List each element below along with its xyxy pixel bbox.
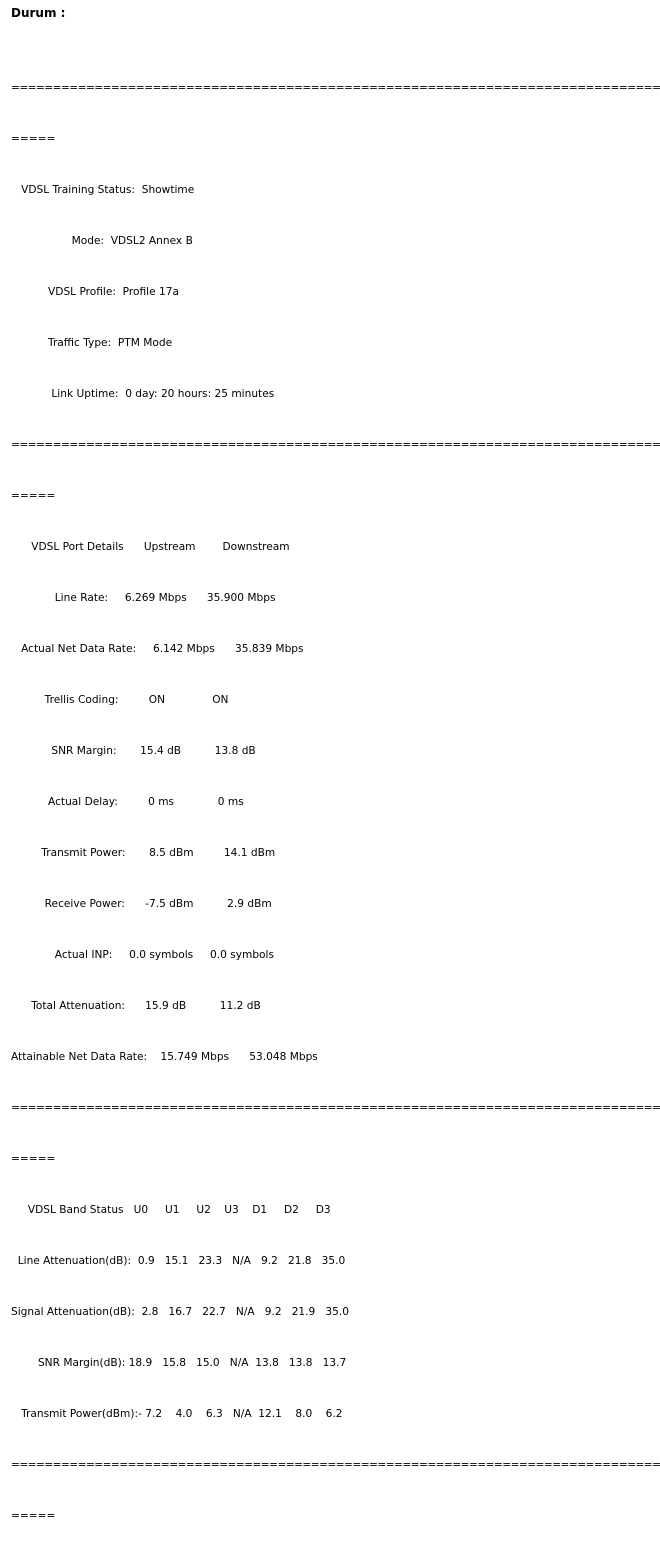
status-report	[11, 46, 660, 1542]
traffic-type-line: Traffic Type: PTM Mode	[11, 337, 173, 349]
band-status-header: VDSL Band Status U0 U1 U2 U3 D1 D2 D3	[11, 1204, 331, 1216]
total-attenuation-row: Total Attenuation: 15.9 dB 11.2 dB	[11, 1000, 261, 1012]
port-details-header: VDSL Port Details Upstream Downstream	[11, 541, 290, 553]
signal-attenuation-row: Signal Attenuation(dB): 2.8 16.7 22.7 N/A 9.2 21.9 35.0	[11, 1306, 349, 1318]
band-transmit-power-row: Transmit Power(dBm):- 7.2 4.0 6.3 N/A 12.1 8.0 6.2	[11, 1408, 343, 1420]
actual-net-data-rate-row: Actual Net Data Rate: 6.142 Mbps 35.839 Mbps	[11, 643, 304, 655]
snr-margin-row: SNR Margin: 15.4 dB 13.8 dB	[11, 745, 256, 757]
separator-line: ==============================================================================	[11, 1102, 660, 1114]
trellis-coding-row: Trellis Coding: ON ON	[11, 694, 229, 706]
band-snr-margin-row: SNR Margin(dB): 18.9 15.8 15.0 N/A 13.8 13.8 13.7	[11, 1357, 347, 1369]
training-status-line: VDSL Training Status: Showtime	[11, 184, 195, 196]
mode-line: Mode: VDSL2 Annex B	[11, 235, 193, 247]
profile-line: VDSL Profile: Profile 17a	[11, 286, 179, 298]
link-uptime-line: Link Uptime: 0 day: 20 hours: 25 minutes	[11, 388, 275, 400]
separator-tail: =====	[11, 133, 56, 145]
transmit-power-row: Transmit Power: 8.5 dBm 14.1 dBm	[11, 847, 276, 859]
separator-line: ==============================================================================	[11, 1459, 660, 1471]
page-title: Durum :	[11, 6, 66, 20]
attainable-rate-row: Attainable Net Data Rate: 15.749 Mbps 53.048 Mbps	[11, 1051, 318, 1063]
separator-tail: =====	[11, 490, 56, 502]
separator-line: ==============================================================================	[11, 439, 660, 451]
line-attenuation-row: Line Attenuation(dB): 0.9 15.1 23.3 N/A 9.2 21.8 35.0	[11, 1255, 346, 1267]
separator-line: ==============================================================================	[11, 82, 660, 94]
line-rate-row: Line Rate: 6.269 Mbps 35.900 Mbps	[11, 592, 276, 604]
separator-tail: =====	[11, 1510, 56, 1522]
separator-tail: =====	[11, 1153, 56, 1165]
receive-power-row: Receive Power: -7.5 dBm 2.9 dBm	[11, 898, 272, 910]
actual-delay-row: Actual Delay: 0 ms 0 ms	[11, 796, 244, 808]
actual-inp-row: Actual INP: 0.0 symbols 0.0 symbols	[11, 949, 274, 961]
